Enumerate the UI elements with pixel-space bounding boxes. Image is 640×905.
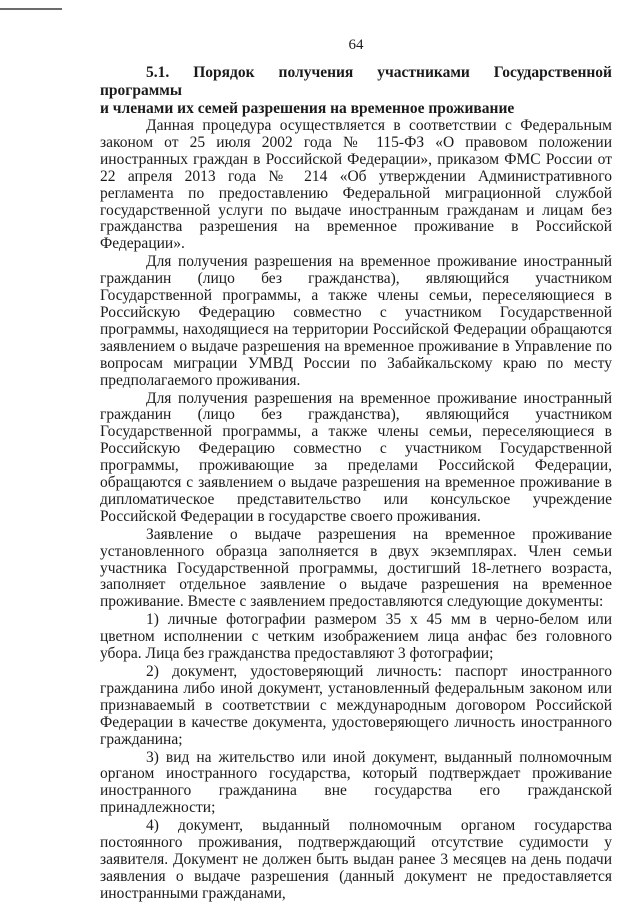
section-heading-line2: и членами их семей разрешения на временное проживание xyxy=(100,100,515,117)
document-page xyxy=(100,36,612,903)
section-heading-line1: 5.1. Порядок получения участниками Государственной программы xyxy=(100,64,612,99)
paragraph-application-form: Заявление о выдаче разрешения на временное проживание установленного образца заполняется в двух экземплярах. Член семьи участника Государственной программы, достигший 18-летнего возраста, заполняет отдельное заявление о выдаче разрешения на временное проживание. Вместе с заявлением предоставляются следующие документы: xyxy=(100,525,612,611)
page-number: 64 xyxy=(348,37,364,53)
section-heading xyxy=(100,64,612,118)
paragraph-in-russia: Для получения разрешения на временное проживание иностранный гражданин (лицо без гражданства), являющийся участником Государственной программы, а также члены семьи, переселяющиеся в Российскую Федерацию совместно с участником Государственной программы, находящиеся на территории Российской Федерации обращаются заявлением о выдаче разрешения на временное проживание в Управление по вопросам миграции УМВД России по Забайкальскому краю по месту предполагаемого проживания. xyxy=(100,253,612,389)
list-item-photos: 1) личные фотографии размером 35 х 45 мм в черно-белом или цветном исполнении с четким изображением лица анфас без головного убора. Лица без гражданства предоставляют 3 фотографии; xyxy=(100,611,612,663)
list-item-residence-permit: 3) вид на жительство или иной документ, выданный полномочным органом иностранного государства, который подтверждает проживание иностранного гражданина вне государства его гражданской принадлежности; xyxy=(100,748,612,817)
list-item-criminal-record: 4) документ, выданный полномочным органом государства постоянного проживания, подтверждающий отсутствие судимости у заявителя. Документ не должен быть выдан ранее 3 месяцев на день подачи заявления о выдаче разрешения (данный документ не предоставляется иностранными гражданами, xyxy=(100,817,612,902)
list-item-identity-document: 2) документ, удостоверяющий личность: паспорт иностранного гражданина либо иной документ, установленный федеральным законом или признаваемый в соответствии с международным договором Российской Федерации в качестве документа, удостоверяющего личность иностранного гражданина; xyxy=(100,663,612,748)
scan-edge-mark xyxy=(0,8,62,10)
paragraph-abroad: Для получения разрешения на временное проживание иностранный гражданин (лицо без гражданства), являющийся участником Государственной программы, а также члены семьи, переселяющиеся в Российскую Федерацию совместно с участником Государственной программы, проживающие за пределами Российской Федерации, обращаются с заявлением о выдаче разрешения на временное проживание в дипломатическое представительство или консульское учреждение Российской Федерации в государстве своего проживания. xyxy=(100,389,612,525)
paragraph-legal-basis: Данная процедура осуществляется в соответствии с Федеральным законом от 25 июля 2002 года № 115-ФЗ «О правовом положении иностранных граждан в Российской Федерации», приказом ФМС России от 22 апреля 2013 года № 214 «Об утверждении Административного регламента по предоставлению Федеральной миграционной службой государственной услуги по выдаче иностранным гражданам и лицам без гражданства разрешения на временное проживание в Российской Федерации». xyxy=(100,117,612,253)
